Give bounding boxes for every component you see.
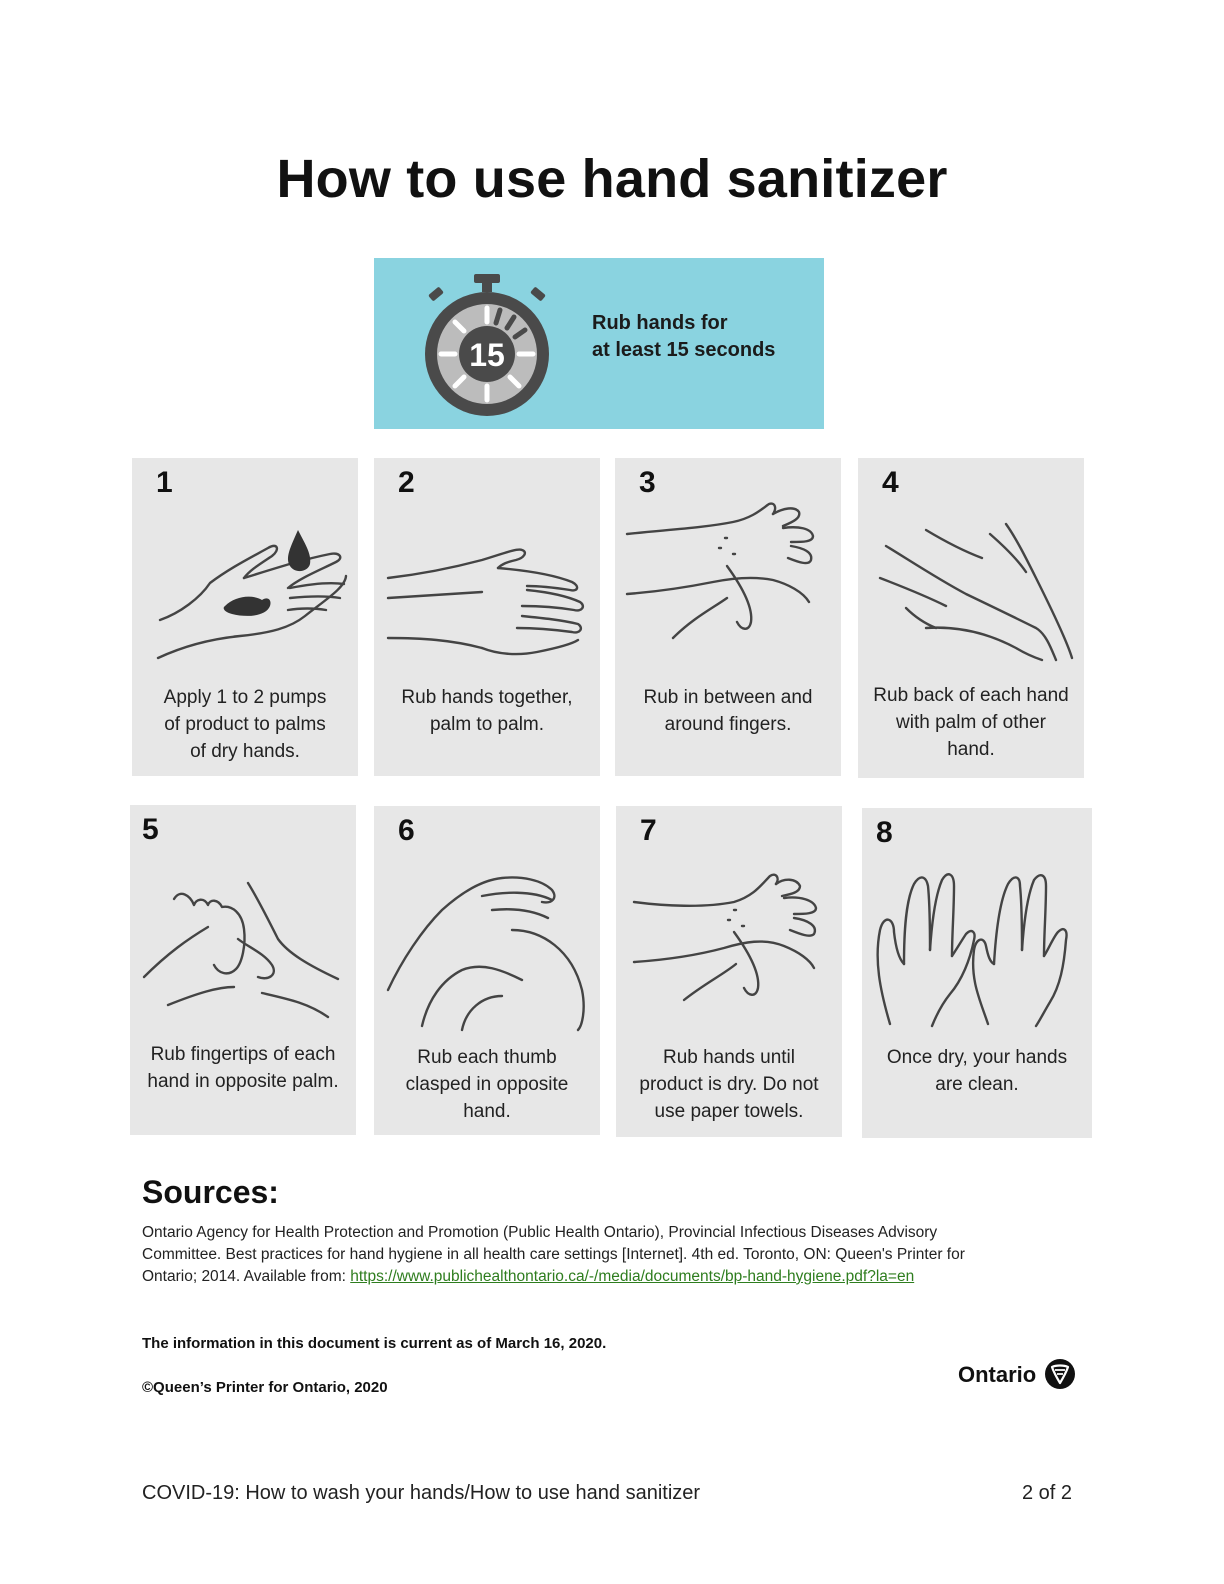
trillium-icon bbox=[1044, 1358, 1076, 1390]
timer-text-line: at least 15 seconds bbox=[592, 339, 776, 361]
step-caption bbox=[380, 684, 594, 738]
step-number: 7 bbox=[640, 814, 657, 847]
step-card-4 bbox=[858, 458, 1084, 778]
citation-line: Ontario Agency for Health Protection and Promotion (Public Health Ontario), Provincial Infectious Diseases Advisory bbox=[142, 1224, 938, 1241]
caption-line: of dry hands. bbox=[190, 741, 300, 762]
footer-page-number: 2 of 2 bbox=[1021, 1482, 1072, 1504]
timer-number: 15 bbox=[469, 337, 505, 373]
step-caption bbox=[621, 684, 835, 738]
sources-heading: Sources: bbox=[142, 1174, 279, 1210]
step-card-8 bbox=[862, 808, 1092, 1138]
citation-line bbox=[142, 1266, 1042, 1288]
caption-line: of product to palms bbox=[164, 714, 326, 735]
timer-text bbox=[592, 310, 812, 364]
step-caption bbox=[622, 1044, 836, 1125]
caption-line: around fingers. bbox=[664, 714, 792, 735]
caption-line: hand. bbox=[947, 739, 995, 760]
interlaced-fingers-icon bbox=[623, 498, 833, 678]
step-number: 2 bbox=[398, 466, 415, 499]
step-number: 8 bbox=[876, 816, 893, 849]
caption-line: are clean. bbox=[935, 1074, 1019, 1095]
caption-line: Rub hands together, bbox=[401, 687, 573, 708]
ontario-logo bbox=[958, 1358, 1078, 1394]
step-caption bbox=[136, 1041, 350, 1095]
caption-line: Rub fingertips of each bbox=[150, 1044, 336, 1065]
step-number: 5 bbox=[142, 813, 159, 846]
step-caption bbox=[868, 1044, 1086, 1098]
caption-line: Once dry, your hands bbox=[886, 1047, 1068, 1068]
current-as-of-note: The information in this document is current as of March 16, 2020. bbox=[142, 1335, 607, 1352]
source-link[interactable]: https://www.publichealthontario.ca/-/media/documents/bp-hand-hygiene.pdf?la=en bbox=[350, 1268, 915, 1285]
back-of-hand-icon bbox=[866, 498, 1076, 678]
step-caption bbox=[380, 1044, 594, 1125]
citation-prefix: Ontario; 2014. Available from: bbox=[142, 1268, 351, 1285]
step-number: 1 bbox=[156, 466, 173, 499]
step-card-1 bbox=[132, 458, 358, 776]
step-number: 6 bbox=[398, 814, 415, 847]
caption-line: with palm of other bbox=[896, 712, 1046, 733]
step-card-2 bbox=[374, 458, 600, 776]
caption-line: Rub hands until bbox=[662, 1047, 796, 1068]
sources-citation bbox=[142, 1222, 1042, 1288]
thumb-clasp-icon bbox=[382, 870, 592, 1050]
copyright-notice: ©Queen’s Printer for Ontario, 2020 bbox=[142, 1379, 388, 1396]
fingertips-icon bbox=[138, 869, 348, 1049]
palm-to-palm-icon bbox=[382, 498, 592, 678]
clean-hands-icon bbox=[870, 870, 1080, 1050]
caption-line: hand. bbox=[463, 1101, 511, 1122]
step-card-6 bbox=[374, 806, 600, 1135]
caption-line: Rub each thumb bbox=[417, 1047, 557, 1068]
caption-line: Rub in between and bbox=[643, 687, 813, 708]
caption-line: Rub back of each hand bbox=[873, 685, 1069, 706]
footer-document-title: COVID-19: How to wash your hands/How to use hand sanitizer bbox=[142, 1482, 701, 1504]
caption-line: product is dry. Do not bbox=[639, 1074, 819, 1095]
hand-with-drops-icon bbox=[140, 498, 350, 678]
step-number: 4 bbox=[882, 466, 899, 499]
stopwatch-icon bbox=[420, 270, 554, 418]
step-card-7 bbox=[616, 806, 842, 1137]
caption-line: Apply 1 to 2 pumps bbox=[163, 687, 327, 708]
citation-line: Committee. Best practices for hand hygiene in all health care settings [Internet]. 4th ed. Toronto, ON: Queen's Printer for bbox=[142, 1246, 965, 1263]
page-title: How to use hand sanitizer bbox=[276, 149, 948, 209]
caption-line: use paper towels. bbox=[654, 1101, 804, 1122]
caption-line: palm to palm. bbox=[429, 714, 545, 735]
step-number: 3 bbox=[639, 466, 656, 499]
step-caption bbox=[864, 682, 1078, 763]
caption-line: hand in opposite palm. bbox=[147, 1071, 339, 1092]
step-card-3 bbox=[615, 458, 841, 776]
step-card-5 bbox=[130, 805, 356, 1135]
rub-until-dry-icon bbox=[624, 868, 834, 1048]
timer-banner bbox=[374, 258, 824, 429]
step-caption bbox=[138, 684, 352, 765]
caption-line: clasped in opposite bbox=[405, 1074, 569, 1095]
ontario-logo-text: Ontario bbox=[958, 1362, 1037, 1387]
timer-text-line: Rub hands for bbox=[592, 312, 728, 334]
